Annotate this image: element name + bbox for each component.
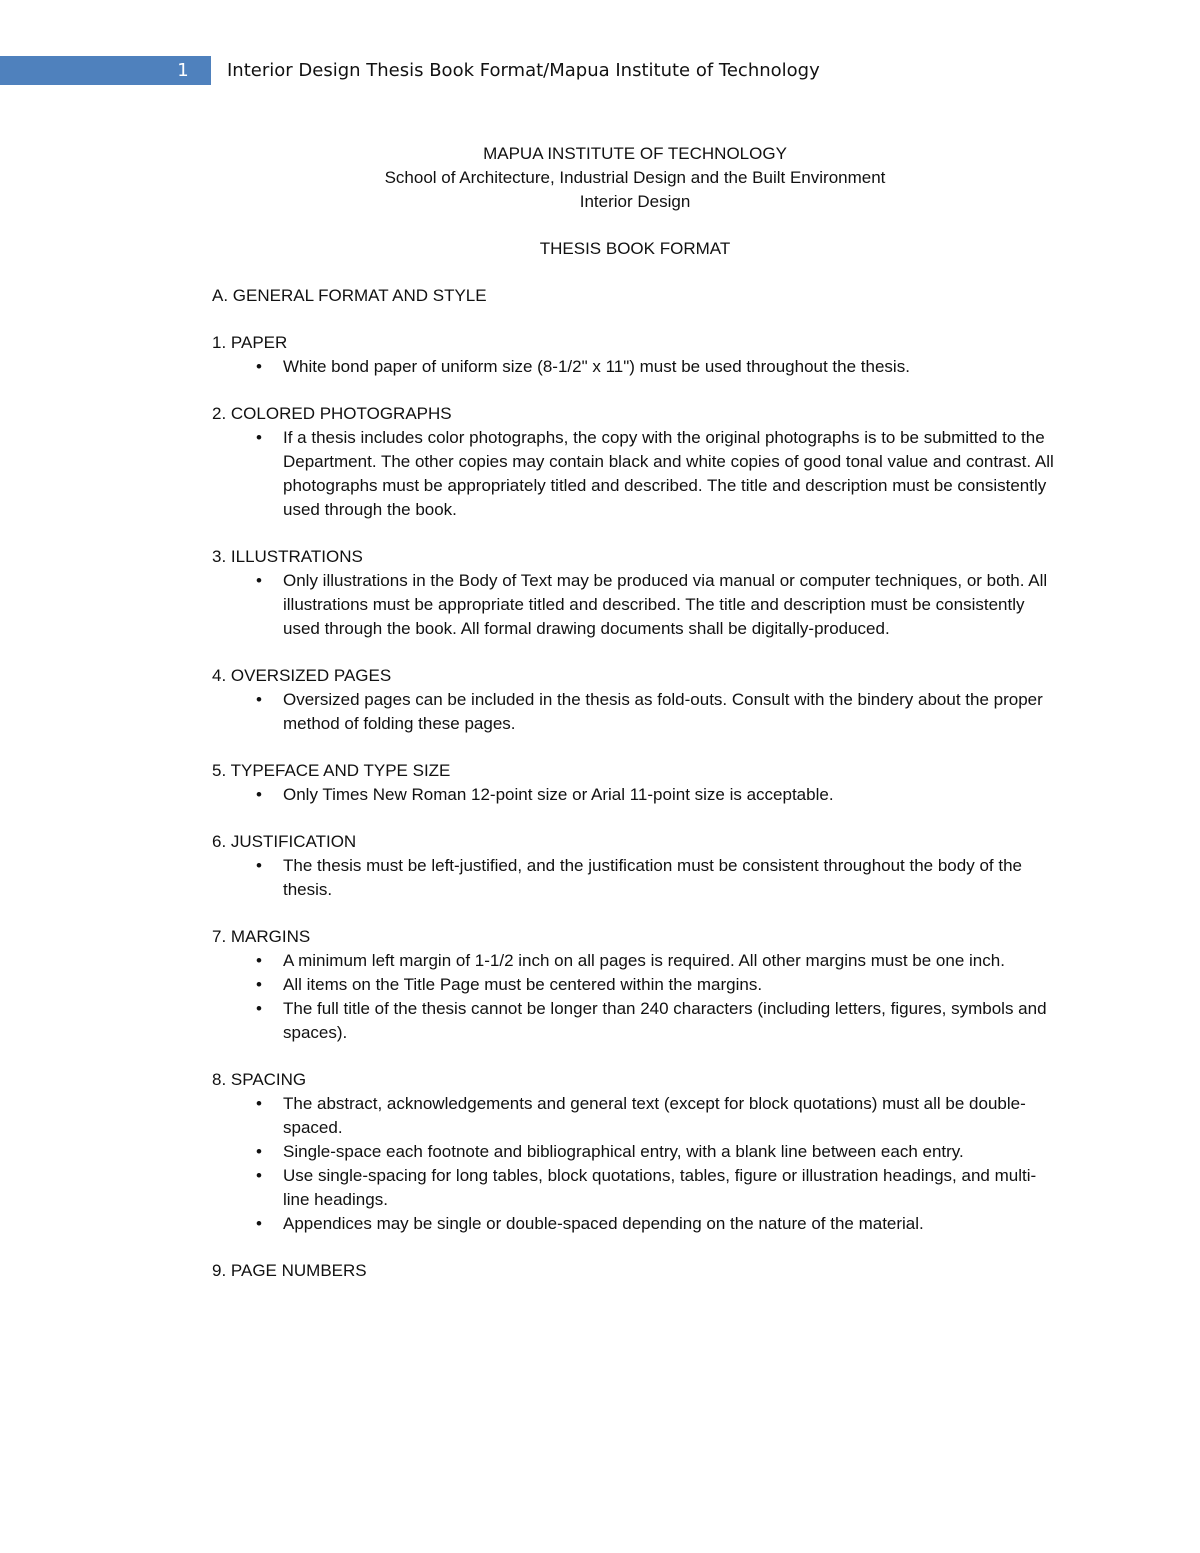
list-item-text: The full title of the thesis cannot be longer than 240 characters (including letters, figures, symbols and spaces). [283, 999, 1047, 1042]
list-item [212, 783, 1062, 807]
program-name: Interior Design [579, 192, 691, 211]
bullet-icon: • [256, 571, 262, 590]
list-item-text: The thesis must be left-justified, and the justification must be consistent throughout the body of the thesis. [283, 856, 1022, 899]
document-title: THESIS BOOK FORMAT [539, 239, 731, 258]
section-heading: 9. PAGE NUMBERS [212, 1261, 367, 1280]
section-9 [212, 1259, 1062, 1283]
list-item [212, 1092, 1062, 1140]
section-4 [212, 664, 1062, 736]
page-number: 1 [177, 60, 189, 81]
list-item [212, 1164, 1062, 1212]
document-body [212, 284, 1062, 1306]
list-item [212, 426, 1062, 522]
header-title: Interior Design Thesis Book Format/Mapua Institute of Technology [227, 60, 820, 81]
bullet-icon: • [256, 1094, 262, 1113]
bullet-list [212, 569, 1062, 641]
list-item [212, 1140, 1062, 1164]
section-heading: 6. JUSTIFICATION [212, 832, 357, 851]
list-item [212, 854, 1062, 902]
list-item [212, 973, 1062, 997]
bullet-icon: • [256, 428, 262, 447]
bullet-icon: • [256, 1142, 262, 1161]
bullet-icon: • [256, 1166, 262, 1185]
bullet-icon: • [256, 357, 262, 376]
section-7 [212, 925, 1062, 1045]
bullet-list [212, 355, 1062, 379]
bullet-icon: • [256, 690, 262, 709]
list-item-text: Appendices may be single or double-spaced depending on the nature of the material. [283, 1214, 924, 1233]
bullet-icon: • [256, 951, 262, 970]
list-item [212, 569, 1062, 641]
list-item-text: A minimum left margin of 1-1/2 inch on all pages is required. All other margins must be one inch. [283, 951, 1005, 970]
section-heading: 3. ILLUSTRATIONS [212, 547, 363, 566]
bullet-list [212, 1092, 1062, 1236]
bullet-list [212, 854, 1062, 902]
bullet-list [212, 688, 1062, 736]
list-item-text: All items on the Title Page must be centered within the margins. [283, 975, 763, 994]
section-heading-a: A. GENERAL FORMAT AND STYLE [212, 286, 487, 305]
institution-name: MAPUA INSTITUTE OF TECHNOLOGY [483, 144, 787, 163]
section-3 [212, 545, 1062, 641]
section-2 [212, 402, 1062, 522]
list-item-text: Single-space each footnote and bibliographical entry, with a blank line between each entry. [283, 1142, 964, 1161]
list-item [212, 997, 1062, 1045]
section-heading: 7. MARGINS [212, 927, 311, 946]
list-item-text: Only Times New Roman 12-point size or Arial 11-point size is acceptable. [283, 785, 834, 804]
section-heading: 4. OVERSIZED PAGES [212, 666, 392, 685]
list-item [212, 1212, 1062, 1236]
section-5 [212, 759, 1062, 807]
section-8 [212, 1068, 1062, 1236]
bullet-icon: • [256, 975, 262, 994]
title-block [212, 142, 1058, 214]
bullet-icon: • [256, 856, 262, 875]
school-name: School of Architecture, Industrial Design and the Built Environment [384, 168, 886, 187]
section-6 [212, 830, 1062, 902]
section-heading: 8. SPACING [212, 1070, 307, 1089]
section-heading: 2. COLORED PHOTOGRAPHS [212, 404, 452, 423]
bullet-list [212, 426, 1062, 522]
bullet-icon: • [256, 1214, 262, 1233]
list-item-text: Use single-spacing for long tables, block quotations, tables, figure or illustration headings, and multi-line headings. [283, 1166, 1037, 1209]
sections-list [212, 331, 1062, 1283]
bullet-icon: • [256, 999, 262, 1018]
section-heading: 1. PAPER [212, 333, 288, 352]
list-item-text: Only illustrations in the Body of Text may be produced via manual or computer techniques, or both. All illustrations must be appropriate titled and described. The title and description must be consistently used through the book. All formal drawing documents shall be digitally-produced. [283, 571, 1048, 638]
list-item-text: If a thesis includes color photographs, the copy with the original photographs is to be submitted to the Department. The other copies may contain black and white copies of good tonal value and contrast. All photographs must be appropriately titled and described. The title and description must be consistently used through the book. [283, 428, 1054, 519]
list-item [212, 949, 1062, 973]
bullet-list [212, 949, 1062, 1045]
list-item [212, 688, 1062, 736]
section-1 [212, 331, 1062, 379]
section-heading: 5. TYPEFACE AND TYPE SIZE [212, 761, 451, 780]
bullet-icon: • [256, 785, 262, 804]
list-item-text: White bond paper of uniform size (8-1/2" x 11") must be used throughout the thesis. [283, 357, 910, 376]
bullet-list [212, 783, 1062, 807]
list-item [212, 355, 1062, 379]
list-item-text: Oversized pages can be included in the thesis as fold-outs. Consult with the bindery about the proper method of folding these pages. [283, 690, 1043, 733]
list-item-text: The abstract, acknowledgements and general text (except for block quotations) must all be double-spaced. [283, 1094, 1026, 1137]
